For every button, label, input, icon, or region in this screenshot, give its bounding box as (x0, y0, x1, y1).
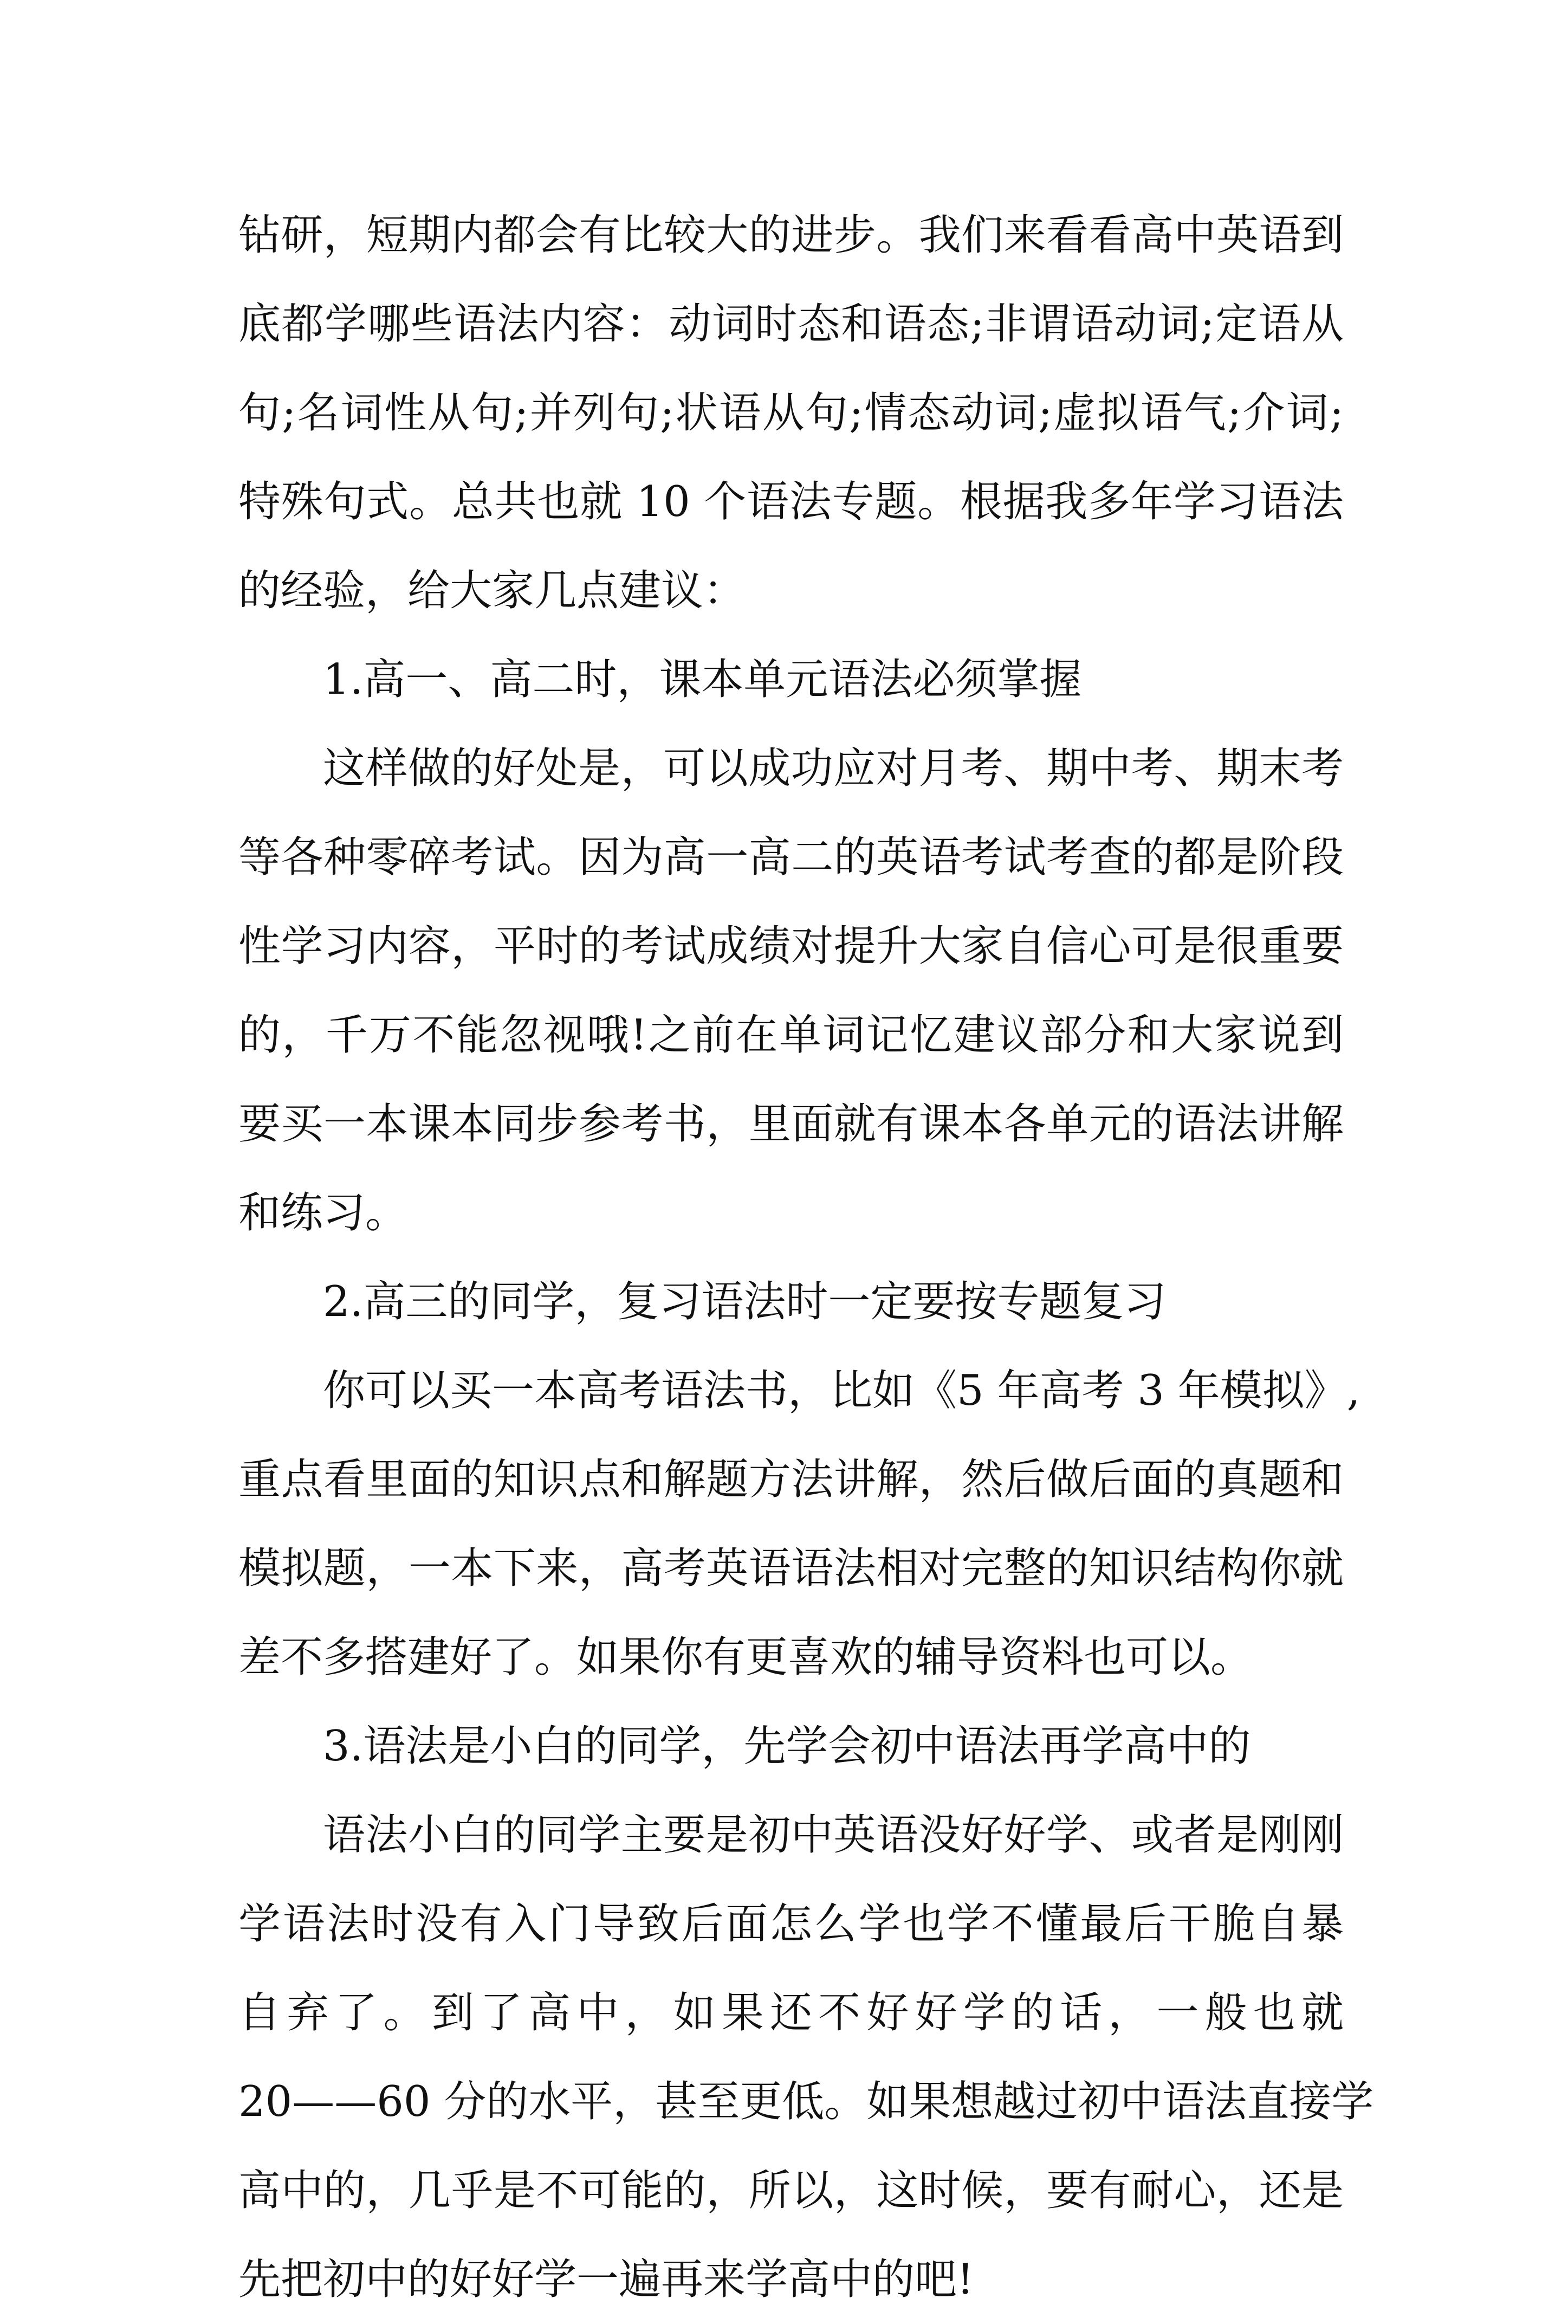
text-line-1: 钻研，短期内都会有比较大的进步。我们来看看高中英语到 (238, 211, 1344, 260)
text-line-17: 差不多搭建好了。如果你有更喜欢的辅导资料也可以。 (238, 1633, 1253, 1682)
text-line-7: 这样做的好处是，可以成功应对月考、期中考、期末考 (323, 744, 1344, 793)
text-line-8: 等各种零碎考试。因为高一高二的英语考试考查的都是阶段 (238, 833, 1344, 882)
body-text (238, 191, 1374, 2324)
text-line-4: 特殊句式。总共也就 10 个语法专题。根据我多年学习语法 (238, 477, 1344, 526)
text-line-5: 的经验，给大家几点建议： (238, 566, 746, 615)
text-line-14: 你可以买一本高考语法书，比如《5 年高考 3 年模拟》, (323, 1366, 1360, 1415)
section-heading-2: 2.高三的同学，复习语法时一定要按专题复习 (323, 1277, 1167, 1326)
text-line-11: 要买一本课本同步参考书，里面就有课本各单元的语法讲解 (238, 1100, 1344, 1148)
text-line-2: 底都学哪些语法内容：动词时态和语态;非谓语动词;定语从 (238, 300, 1344, 348)
text-line-10: 的，千万不能忽视哦!之前在单词记忆建议部分和大家说到 (238, 1011, 1344, 1060)
text-line-23: 高中的，几乎是不可能的，所以，这时候，要有耐心，还是 (238, 2166, 1344, 2215)
text-line-3: 句;名词性从句;并列句;状语从句;情态动词;虚拟语气;介词; (238, 389, 1344, 437)
section-heading-3: 3.语法是小白的同学，先学会初中语法再学高中的 (323, 1722, 1251, 1771)
text-line-16: 模拟题，一本下来，高考英语语法相对完整的知识结构你就 (238, 1544, 1344, 1593)
text-line-12: 和练习。 (238, 1189, 408, 1237)
text-line-24: 先把初中的好好学一遍再来学高中的吧! (238, 2255, 974, 2304)
text-line-22: 20——60 分的水平，甚至更低。如果想越过初中语法直接学 (238, 2077, 1374, 2126)
text-line-9: 性学习内容，平时的考试成绩对提升大家自信心可是很重要 (238, 922, 1344, 971)
text-line-20: 学语法时没有入门导致后面怎么学也学不懂最后干脆自暴 (238, 1900, 1344, 1948)
section-heading-1: 1.高一、高二时，课本单元语法必须掌握 (323, 655, 1082, 704)
text-line-21: 自弃了。到了高中，如果还不好好学的话，一般也就 (238, 1989, 1344, 2037)
text-line-19: 语法小白的同学主要是初中英语没好好学、或者是刚刚 (323, 1811, 1344, 1860)
text-line-15: 重点看里面的知识点和解题方法讲解，然后做后面的真题和 (238, 1455, 1344, 1504)
